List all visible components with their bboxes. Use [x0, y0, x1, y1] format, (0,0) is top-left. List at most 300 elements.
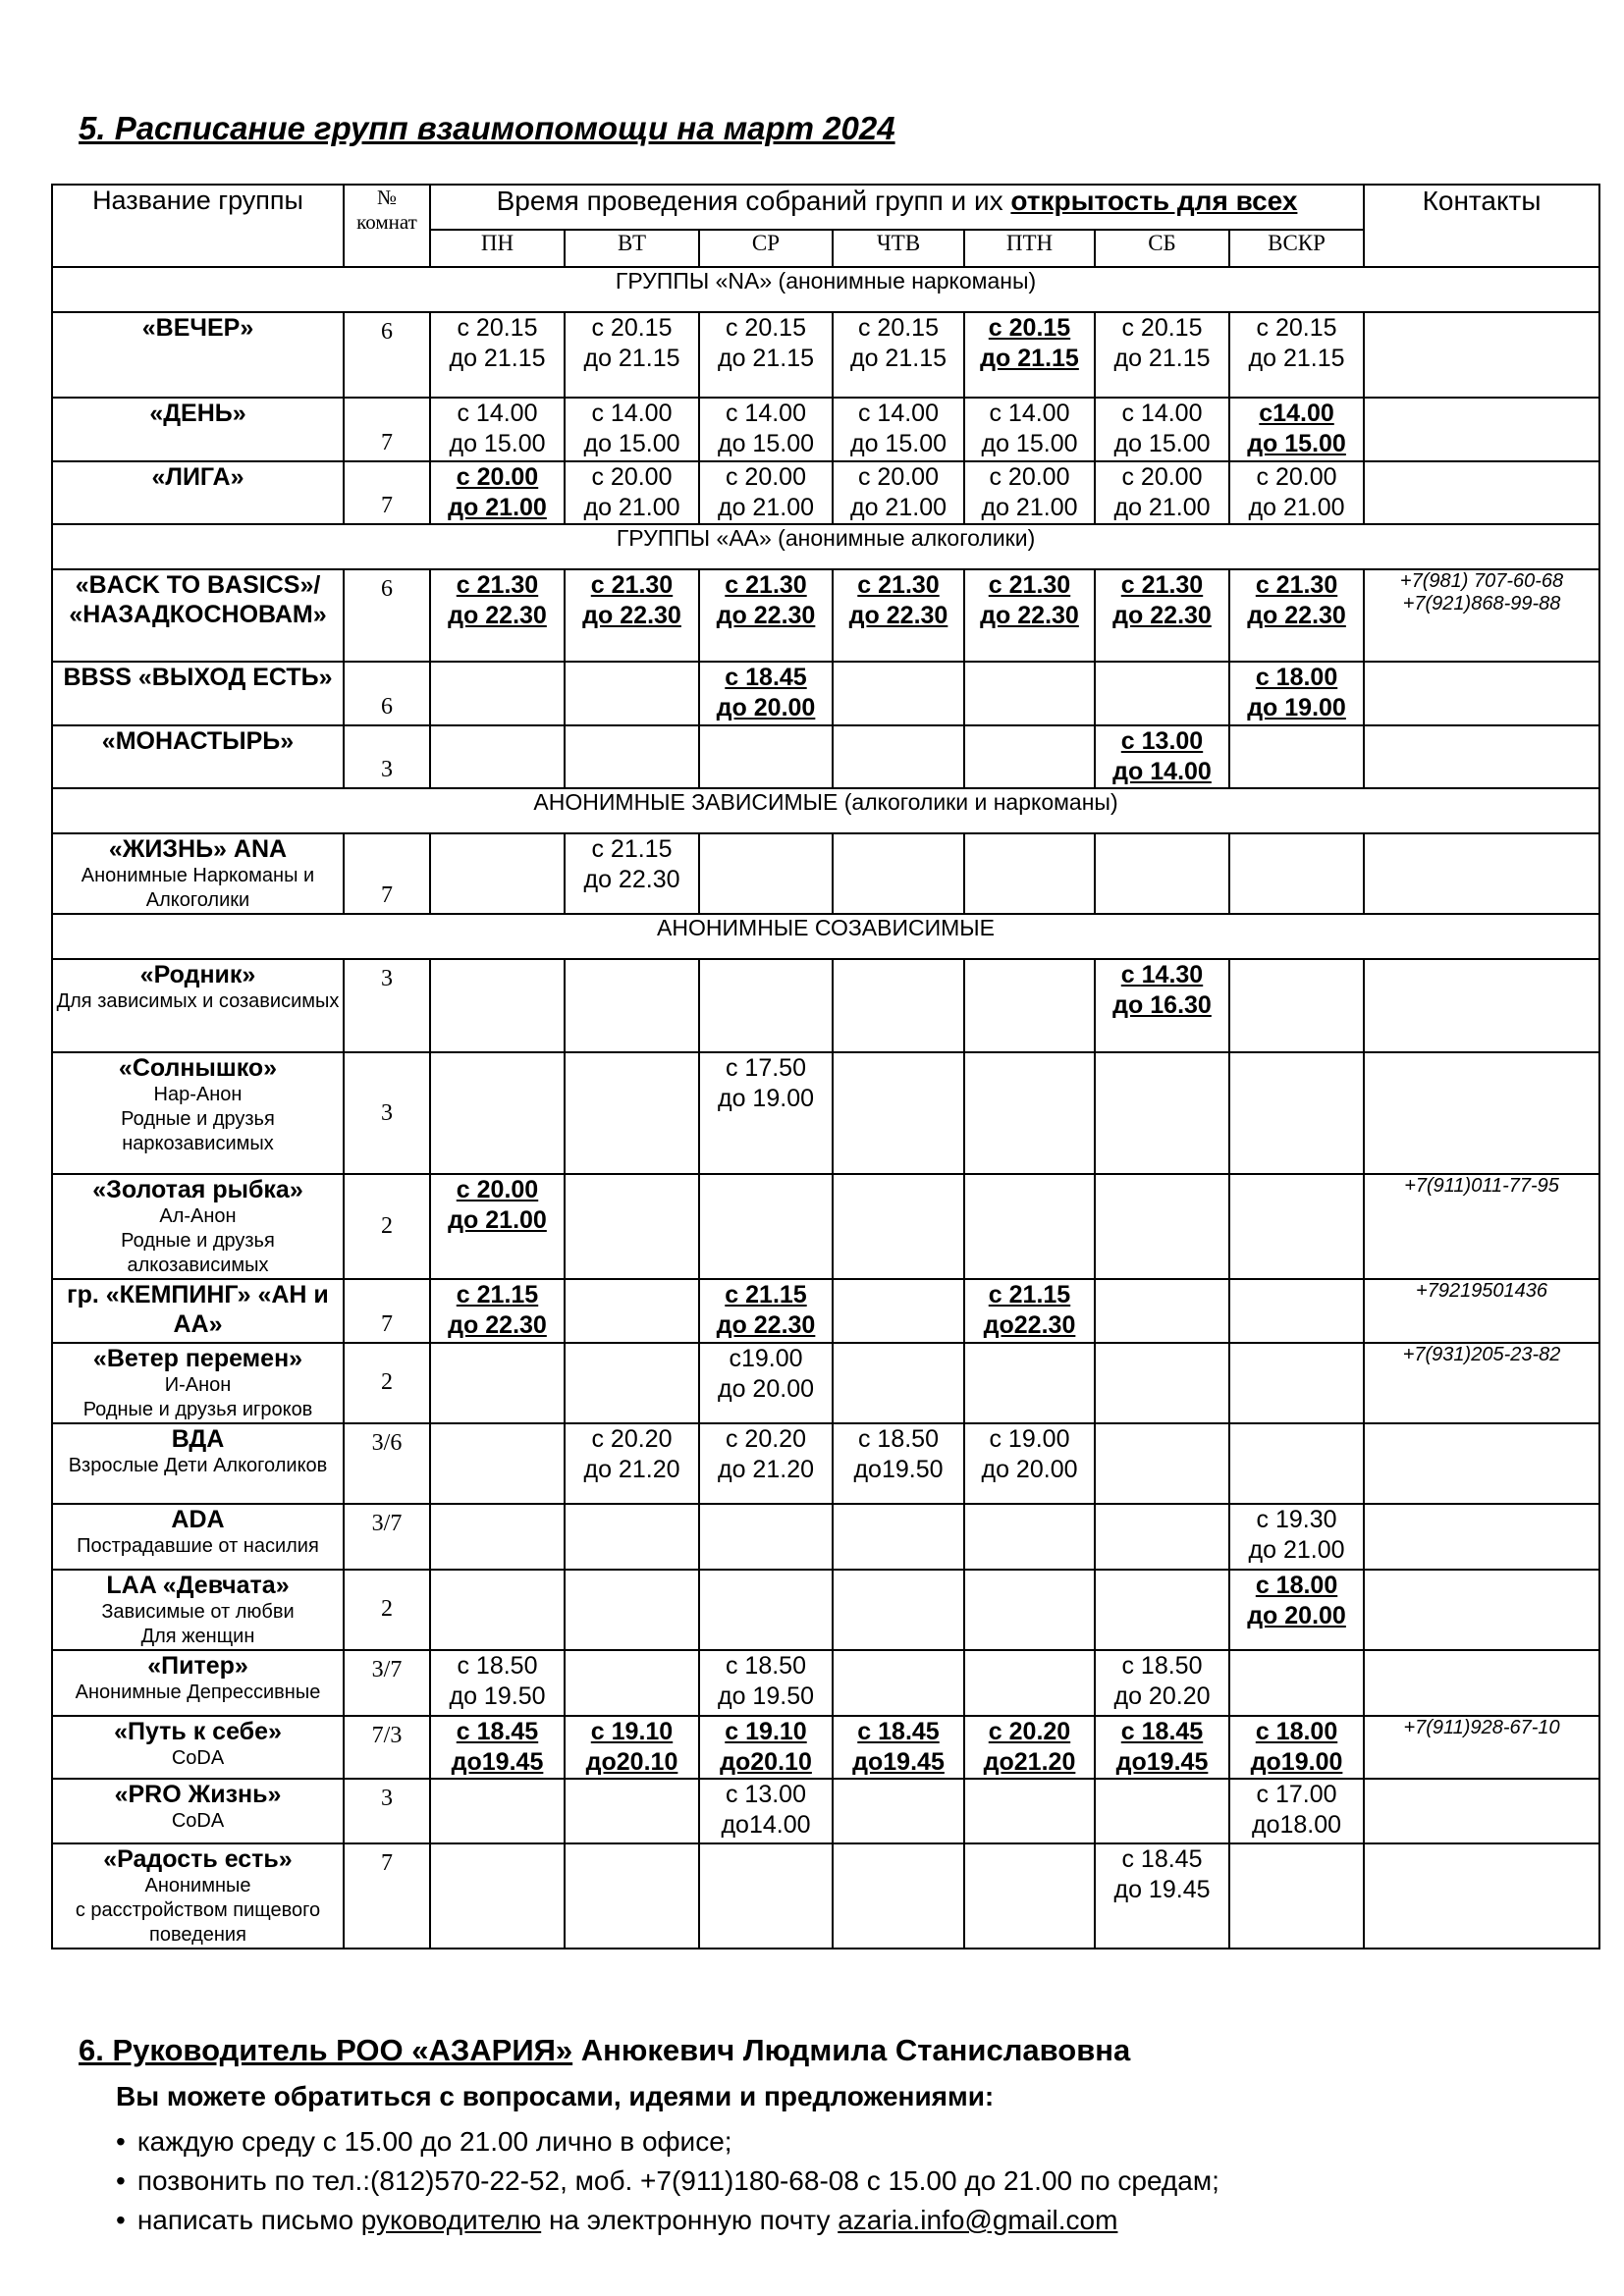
- group-name: «Солнышко»: [118, 1054, 278, 1082]
- section-row: [52, 914, 1599, 959]
- time-from: с 20.20: [591, 1424, 673, 1453]
- time-to: до 21.00: [1248, 1535, 1345, 1564]
- time-to: до 20.00: [1247, 1601, 1346, 1629]
- group-row: [52, 312, 1599, 398]
- time-to: до 21.20: [718, 1455, 814, 1483]
- time-from: с19.00: [729, 1344, 803, 1372]
- group-name: «Путь к себе»: [114, 1717, 282, 1745]
- time-to: до 21.00: [981, 493, 1078, 521]
- contact-cell: [1364, 1650, 1599, 1716]
- time-from: с 20.15: [1256, 314, 1337, 342]
- time-to: до 21.00: [583, 493, 680, 521]
- time-from: с 14.00: [857, 400, 939, 427]
- time-cell: [964, 1052, 1095, 1174]
- time-cell: [1229, 833, 1364, 914]
- time-cell: [565, 959, 699, 1052]
- time-from: с 20.15: [457, 314, 538, 342]
- group-name-cell: [52, 1716, 344, 1780]
- time-from: с 18.45: [1121, 1845, 1203, 1873]
- time-cell: [964, 1843, 1095, 1949]
- time-cell: [1229, 1570, 1364, 1650]
- time-cell: [565, 1504, 699, 1570]
- group-row: [52, 1650, 1599, 1716]
- group-description: Для зависимых и созависимых: [56, 990, 340, 1012]
- day-header: ЧТВ: [833, 230, 964, 267]
- time-from: с 18.00: [1255, 664, 1338, 691]
- time-cell: [1095, 1650, 1229, 1716]
- time-cell: [964, 1174, 1095, 1279]
- section-title: АНОНИМНЫЕ ЗАВИСИМЫЕ (алкоголики и наркоманы): [52, 788, 1599, 833]
- time-cell: [1229, 1716, 1364, 1780]
- time-cell: [1095, 1279, 1229, 1343]
- time-cell: [565, 398, 699, 461]
- time-from: с 18.50: [1121, 1651, 1203, 1680]
- time-from: с 18.45: [725, 664, 807, 691]
- time-from: с 20.00: [1121, 462, 1203, 491]
- time-from: с 20.00: [591, 462, 673, 491]
- group-name-cell: [52, 833, 344, 914]
- day-header: ВТ: [565, 230, 699, 267]
- time-to: до 19.00: [1247, 694, 1346, 722]
- time-to: до 15.00: [1247, 430, 1346, 458]
- time-to: до 21.15: [1113, 345, 1211, 373]
- time-cell: [699, 398, 833, 461]
- time-cell: [833, 461, 964, 525]
- time-from: с 20.15: [988, 314, 1071, 342]
- group-name-cell: [52, 1343, 344, 1423]
- room-number: 7: [344, 398, 430, 461]
- time-cell: [565, 1343, 699, 1423]
- time-cell: [833, 1174, 964, 1279]
- group-description: Ал-Анон: [159, 1205, 237, 1227]
- time-cell: [699, 1716, 833, 1780]
- time-cell: [964, 1570, 1095, 1650]
- time-cell: [1095, 1570, 1229, 1650]
- time-cell: [833, 1650, 964, 1716]
- contact-cell: [1364, 1779, 1599, 1843]
- time-from: с 20.15: [857, 314, 939, 342]
- time-cell: [1095, 1716, 1229, 1780]
- time-cell: [964, 1716, 1095, 1780]
- time-cell: [565, 833, 699, 914]
- time-cell: [1229, 1423, 1364, 1504]
- time-cell: [430, 1174, 565, 1279]
- header-room: № комнат: [344, 185, 430, 267]
- time-cell: [1095, 1052, 1229, 1174]
- time-cell: [833, 662, 964, 725]
- room-number: 3/7: [344, 1504, 430, 1570]
- time-cell: [833, 1052, 964, 1174]
- time-cell: [833, 1716, 964, 1780]
- group-description: CoDA: [171, 1810, 225, 1832]
- schedule-body: [52, 267, 1599, 1949]
- time-cell: [1229, 1779, 1364, 1843]
- time-cell: [1229, 1504, 1364, 1570]
- time-cell: [1229, 1279, 1364, 1343]
- time-from: с 21.30: [725, 571, 807, 599]
- time-to: до 19.00: [718, 1085, 814, 1113]
- room-number: 3/7: [344, 1650, 430, 1716]
- group-description: CoDA: [171, 1746, 225, 1769]
- group-row: [52, 1779, 1599, 1843]
- time-cell: [699, 1779, 833, 1843]
- section-title: ГРУППЫ «АА» (анонимные алкоголики): [52, 524, 1599, 569]
- time-from: с 13.00: [1120, 726, 1204, 755]
- time-from: с 17.50: [725, 1054, 806, 1082]
- time-cell: [1095, 959, 1229, 1052]
- group-name: «МОНАСТЫРЬ»: [101, 726, 295, 755]
- email-link[interactable]: azaria.info@gmail.com: [838, 2205, 1118, 2235]
- time-cell: [1095, 1343, 1229, 1423]
- room-number: 3: [344, 959, 430, 1052]
- section6-heading-underlined: 6. Руководитель РОО «АЗАРИЯ»: [79, 2033, 573, 2067]
- time-cell: [699, 959, 833, 1052]
- time-cell: [699, 1174, 833, 1279]
- group-name-cell: [52, 1052, 344, 1174]
- time-cell: [1095, 312, 1229, 398]
- time-to: до 21.15: [718, 345, 814, 373]
- time-from: с 21.15: [988, 1281, 1071, 1308]
- time-cell: [964, 1779, 1095, 1843]
- group-name: «Золотая рыбка»: [92, 1176, 303, 1203]
- room-number: 6: [344, 662, 430, 725]
- time-from: с 20.00: [857, 462, 939, 491]
- time-cell: [565, 662, 699, 725]
- group-name-cell: [52, 569, 344, 662]
- group-name-cell: [52, 1570, 344, 1650]
- time-from: с 18.00: [1255, 1571, 1338, 1599]
- time-cell: [430, 1843, 565, 1949]
- group-name: «Родник»: [139, 961, 256, 988]
- time-to: до 19.50: [718, 1682, 814, 1710]
- time-cell: [964, 833, 1095, 914]
- time-from: с 20.20: [725, 1424, 806, 1453]
- day-header: СБ: [1095, 230, 1229, 267]
- group-name-cell: [52, 461, 344, 525]
- schedule-table: [51, 184, 1600, 1949]
- time-to: до 22.30: [1247, 602, 1346, 630]
- contact-cell: [1364, 1504, 1599, 1570]
- group-name-cell: [52, 312, 344, 398]
- time-to: до 14.00: [1112, 757, 1212, 785]
- group-name: «Радость есть»: [103, 1845, 293, 1873]
- room-number: 6: [344, 569, 430, 662]
- time-to: до 22.30: [448, 1311, 547, 1340]
- time-cell: [1095, 1843, 1229, 1949]
- contact-cell: [1364, 461, 1599, 525]
- time-from: с 20.00: [456, 1176, 539, 1203]
- group-description: Анонимные Депрессивные: [75, 1681, 321, 1703]
- time-cell: [1095, 461, 1229, 525]
- contact-cell: [1364, 1052, 1599, 1174]
- time-cell: [430, 312, 565, 398]
- group-row: [52, 725, 1599, 789]
- time-from: с 20.00: [456, 462, 539, 491]
- time-from: с 19.00: [989, 1424, 1070, 1453]
- time-cell: [1095, 569, 1229, 662]
- time-to: до20.10: [585, 1747, 678, 1776]
- time-cell: [964, 398, 1095, 461]
- section-row: [52, 267, 1599, 312]
- time-cell: [1229, 725, 1364, 789]
- room-number: 6: [344, 312, 430, 398]
- group-row: [52, 1174, 1599, 1279]
- group-name-cell: [52, 398, 344, 461]
- group-description: И-Анон: [164, 1373, 232, 1396]
- time-cell: [1229, 312, 1364, 398]
- time-to: до 15.00: [850, 430, 947, 458]
- time-cell: [699, 1052, 833, 1174]
- group-row: [52, 833, 1599, 914]
- time-cell: [833, 569, 964, 662]
- time-cell: [565, 1423, 699, 1504]
- time-cell: [430, 1779, 565, 1843]
- room-number: 7: [344, 1843, 430, 1949]
- group-name: «ЛИГА»: [151, 462, 244, 491]
- time-cell: [699, 1423, 833, 1504]
- time-cell: [964, 1650, 1095, 1716]
- time-to: до 22.30: [980, 602, 1079, 630]
- mail-middle: на электронную почту: [541, 2205, 839, 2235]
- room-number: 2: [344, 1343, 430, 1423]
- group-name-cell: [52, 1174, 344, 1279]
- group-name: ВДА: [171, 1424, 225, 1453]
- time-to: до 15.00: [981, 430, 1078, 458]
- group-description: Взрослые Дети Алкоголиков: [68, 1454, 328, 1476]
- header-time: [430, 185, 1364, 230]
- header-time-prefix: Время проведения собраний групп и их: [496, 186, 1011, 216]
- time-cell: [1229, 1843, 1364, 1949]
- time-from: с 20.15: [725, 314, 806, 342]
- group-row: [52, 1716, 1599, 1780]
- time-to: до19.50: [853, 1455, 944, 1483]
- contact-cell: +79219501436: [1364, 1279, 1599, 1343]
- section-title: АНОНИМНЫЕ СОЗАВИСИМЫЕ: [52, 914, 1599, 959]
- group-description: Пострадавшие от насилия: [77, 1534, 319, 1557]
- group-row: [52, 1343, 1599, 1423]
- group-name: «ЖИЗНЬ» ANA: [108, 835, 288, 863]
- group-name-cell: [52, 959, 344, 1052]
- header-time-emphasis: открытость для всех: [1010, 186, 1298, 216]
- time-cell: [430, 1052, 565, 1174]
- time-cell: [565, 1716, 699, 1780]
- time-cell: [1229, 959, 1364, 1052]
- time-cell: [565, 312, 699, 398]
- time-cell: [565, 1174, 699, 1279]
- time-to: до 16.30: [1112, 991, 1212, 1020]
- time-from: с 21.30: [590, 571, 674, 599]
- day-header: ПН: [430, 230, 565, 267]
- time-cell: [430, 1343, 565, 1423]
- time-to: до 21.15: [583, 345, 680, 373]
- time-cell: [430, 1423, 565, 1504]
- time-from: с 17.00: [1256, 1781, 1337, 1808]
- contact-item: • позвонить по тел.:(812)570-22-52, моб. +7(911)180-68-08 с 15.00 до 21.00 по средам;: [116, 2162, 1219, 2201]
- time-to: до 22.30: [1112, 602, 1212, 630]
- time-to: до 20.20: [1113, 1682, 1211, 1710]
- room-number: 7: [344, 833, 430, 914]
- group-name-cell: [52, 1504, 344, 1570]
- mail-prefix: написать письмо: [136, 2205, 361, 2235]
- time-to: до 21.15: [449, 345, 546, 373]
- day-header: ВСКР: [1229, 230, 1364, 267]
- group-name: «Питер»: [147, 1651, 248, 1680]
- time-to: до 20.00: [718, 1374, 814, 1403]
- time-to: до 21.00: [1248, 493, 1345, 521]
- time-cell: [833, 1843, 964, 1949]
- time-from: с 19.10: [590, 1717, 674, 1745]
- time-to: до21.20: [983, 1747, 1076, 1776]
- time-from: с 18.50: [725, 1651, 806, 1680]
- time-cell: [1095, 398, 1229, 461]
- time-cell: [1229, 1052, 1364, 1174]
- group-name: LAA «Девчата»: [106, 1571, 290, 1599]
- time-cell: [964, 569, 1095, 662]
- group-row: [52, 1279, 1599, 1343]
- room-number: 3/6: [344, 1423, 430, 1504]
- time-cell: [1095, 1504, 1229, 1570]
- time-cell: [699, 662, 833, 725]
- time-from: с 21.15: [456, 1281, 539, 1308]
- time-to: до 19.45: [1113, 1876, 1211, 1904]
- time-to: до 21.15: [850, 345, 947, 373]
- time-cell: [833, 1423, 964, 1504]
- contact-item: • каждую среду с 15.00 до 21.00 лично в офисе;: [116, 2122, 1219, 2162]
- time-to: до 20.00: [981, 1455, 1078, 1483]
- time-cell: [699, 725, 833, 789]
- time-to: до 21.00: [448, 493, 547, 521]
- contact-cell: [1364, 662, 1599, 725]
- time-to: до19.45: [1115, 1747, 1209, 1776]
- room-number: 3: [344, 725, 430, 789]
- section-title: ГРУППЫ «NA» (анонимные наркоманы): [52, 267, 1599, 312]
- room-number: 2: [344, 1174, 430, 1279]
- time-cell: [833, 1504, 964, 1570]
- time-from: с 20.15: [1121, 314, 1203, 342]
- section6-subheading: Вы можете обратиться с вопросами, идеями и предложениями:: [116, 2081, 995, 2111]
- time-to: до 22.30: [583, 866, 680, 894]
- time-to: до14.00: [721, 1811, 811, 1840]
- contact-cell: [1364, 312, 1599, 398]
- time-cell: [964, 725, 1095, 789]
- time-cell: [565, 1650, 699, 1716]
- time-cell: [964, 1504, 1095, 1570]
- group-row: [52, 662, 1599, 725]
- time-from: с 21.30: [1255, 571, 1338, 599]
- group-description: Нар-Анон: [153, 1084, 243, 1105]
- group-name-cell: [52, 1650, 344, 1716]
- time-to: до 21.15: [1248, 345, 1345, 373]
- time-cell: [964, 312, 1095, 398]
- group-row: [52, 1843, 1599, 1949]
- section-row: [52, 788, 1599, 833]
- room-number: 2: [344, 1570, 430, 1650]
- group-name-cell: [52, 1779, 344, 1843]
- time-from: с 14.00: [989, 400, 1070, 427]
- time-to: до18.00: [1251, 1811, 1342, 1840]
- group-description: Родные и друзья наркозависимых: [121, 1108, 275, 1154]
- time-cell: [1229, 1650, 1364, 1716]
- time-from: с 19.10: [725, 1717, 807, 1745]
- time-to: до 22.30: [716, 602, 816, 630]
- group-row: [52, 398, 1599, 461]
- time-from: с 13.00: [725, 1781, 806, 1808]
- group-name: «ДЕНЬ»: [149, 400, 246, 427]
- contact-cell: [1364, 833, 1599, 914]
- group-description: Родные и друзья алкозависимых: [121, 1230, 275, 1276]
- group-description: Анонимные: [144, 1875, 251, 1896]
- time-to: до 15.00: [1113, 430, 1211, 458]
- time-cell: [699, 312, 833, 398]
- time-cell: [964, 1423, 1095, 1504]
- group-description: с расстройством пищевого поведения: [75, 1899, 321, 1946]
- group-row: [52, 959, 1599, 1052]
- time-cell: [430, 1504, 565, 1570]
- group-row: [52, 1052, 1599, 1174]
- time-to: до19.45: [852, 1747, 945, 1776]
- contact-cell: +7(911)011-77-95: [1364, 1174, 1599, 1279]
- time-cell: [833, 959, 964, 1052]
- group-row: [52, 1570, 1599, 1650]
- time-cell: [430, 1650, 565, 1716]
- time-to: до22.30: [983, 1311, 1076, 1340]
- group-name: «PRO Жизнь»: [114, 1781, 282, 1808]
- time-cell: [833, 312, 964, 398]
- time-to: до19.45: [451, 1747, 544, 1776]
- contact-cell: [1364, 959, 1599, 1052]
- time-from: с 14.00: [457, 400, 538, 427]
- contact-list: [116, 2122, 1219, 2240]
- time-cell: [430, 1716, 565, 1780]
- time-cell: [430, 569, 565, 662]
- group-description: Анонимные Наркоманы и Алкоголики: [81, 865, 315, 911]
- time-cell: [699, 1570, 833, 1650]
- room-number: 7: [344, 1279, 430, 1343]
- group-row: [52, 461, 1599, 525]
- time-cell: [964, 1343, 1095, 1423]
- room-number: 7/3: [344, 1716, 430, 1780]
- time-from: с 18.45: [456, 1717, 539, 1745]
- time-cell: [565, 1279, 699, 1343]
- time-to: до20.10: [720, 1747, 812, 1776]
- time-from: с 21.30: [988, 571, 1071, 599]
- time-cell: [833, 398, 964, 461]
- room-number: 3: [344, 1052, 430, 1174]
- time-to: до 22.30: [848, 602, 948, 630]
- time-cell: [699, 569, 833, 662]
- time-to: до 21.00: [850, 493, 947, 521]
- time-from: с 20.00: [989, 462, 1070, 491]
- header-group-name: Название группы: [52, 185, 344, 267]
- time-from: с 20.00: [725, 462, 806, 491]
- time-cell: [964, 959, 1095, 1052]
- time-from: с 14.00: [725, 400, 806, 427]
- time-cell: [565, 461, 699, 525]
- time-from: с 21.30: [857, 571, 940, 599]
- time-cell: [565, 1570, 699, 1650]
- time-from: с 20.00: [1256, 462, 1337, 491]
- time-to: до 22.30: [716, 1311, 816, 1340]
- time-cell: [430, 461, 565, 525]
- group-row: [52, 1423, 1599, 1504]
- time-to: до 21.20: [583, 1455, 680, 1483]
- time-cell: [964, 1279, 1095, 1343]
- contact-cell: [1364, 1570, 1599, 1650]
- time-cell: [430, 959, 565, 1052]
- mail-link[interactable]: руководителю: [360, 2205, 542, 2235]
- group-description: Зависимые от любви: [101, 1600, 295, 1623]
- group-description: Родные и друзья игроков: [82, 1398, 313, 1420]
